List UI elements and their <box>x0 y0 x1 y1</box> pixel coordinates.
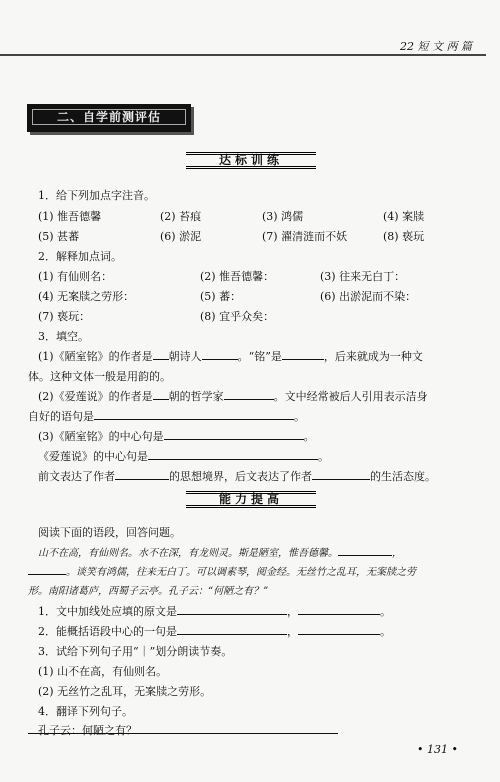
q1-item-8: (8) 亵玩 <box>383 230 425 243</box>
reading-q2: 2．能概括语段中心的一句是 ， 。 <box>38 625 391 638</box>
blank[interactable] <box>94 409 294 420</box>
q3-l1c: 。“铭”是 <box>237 350 282 363</box>
q3-title: 3．填空。 <box>38 330 89 343</box>
q3-line-5: (3)《陋室铭》的中心句是 。 <box>38 430 315 443</box>
reading-p1-text: 山不在高，有仙则名。水不在深，有龙则灵。斯是陋室，惟吾德馨。 <box>38 548 338 559</box>
blank[interactable] <box>312 469 370 480</box>
reading-intro: 阅读下面的语段，回答问题。 <box>38 526 181 539</box>
answer-line[interactable] <box>28 733 338 734</box>
q2-item-7: (7) 亵玩： <box>38 310 91 323</box>
blank[interactable] <box>28 564 66 575</box>
reading-q2-text: 2．能概括语段中心的一句是 <box>38 625 177 638</box>
blank[interactable] <box>115 469 169 480</box>
q3-line-3 <box>38 388 428 404</box>
q1-item-2: (2) 苔痕 <box>160 210 202 223</box>
reading-p3: 形。南阳诸葛庐，西蜀子云亭。孔子云：“何陋之有？” <box>28 586 269 597</box>
q2-item-1: (1) 有仙则名： <box>38 270 113 283</box>
q3-l1d: ，后来就成为一种文 <box>323 350 423 363</box>
q1-title: 1．给下列加点字注音。 <box>38 189 155 202</box>
section-banner-label: 二、自学前测评估 <box>32 109 186 125</box>
q2-item-4: (4) 无案牍之劳形： <box>38 290 135 303</box>
reading-q3: 3．试给下列句子用“｜”划分朗读节奏。 <box>38 645 233 658</box>
reading-p2 <box>28 563 416 578</box>
q2-item-6: (6) 出淤泥而不染： <box>320 290 417 303</box>
running-header: 22 短 文 两 篇 <box>400 40 472 53</box>
q2-item-2: (2) 惟吾德馨： <box>200 270 275 283</box>
q3-l1a: (1)《陋室铭》的作者是 <box>38 350 153 363</box>
blank[interactable] <box>338 545 392 556</box>
blank[interactable] <box>282 349 324 360</box>
reading-q1: 1．文中加线处应填的原文是 ， 。 <box>38 605 391 618</box>
reading-q1-text: 1．文中加线处应填的原文是 <box>38 605 177 618</box>
q2-item-8: (8) 宜乎众矣： <box>200 310 275 323</box>
q1-item-3: (3) 鸿儒 <box>262 210 304 223</box>
q1-item-1: (1) 惟吾德馨 <box>38 210 102 223</box>
blank[interactable] <box>202 349 238 360</box>
q3-line-6: 《爱莲说》的中心句是 。 <box>38 450 329 463</box>
q3-line-2: 体。这种文体一般是用韵的。 <box>28 370 171 383</box>
q3-l5: (3)《陋室铭》的中心句是 <box>38 430 164 443</box>
q3-l3a: (2)《爱莲说》的作者是 <box>38 390 153 403</box>
q3-line-7 <box>38 468 436 484</box>
box-title-training: 达标训练 <box>186 150 316 170</box>
q3-l6: 《爱莲说》的中心句是 <box>38 450 148 463</box>
q2-title: 2．解释加点词。 <box>38 250 122 263</box>
q3-l3c: 。文中经常被后人引用表示洁身 <box>273 390 428 403</box>
blank[interactable] <box>153 349 169 360</box>
blank[interactable] <box>164 429 304 440</box>
q3-l7c: 的生活态度。 <box>370 470 436 483</box>
reading-p2-text: 。谈笑有鸿儒，往来无白丁。可以调素琴，阅金经。无丝竹之乱耳，无案牍之劳 <box>66 567 416 578</box>
blank[interactable] <box>298 624 380 635</box>
q2-item-3: (3) 往来无白丁： <box>320 270 406 283</box>
q3-line-4: 自好的语句是 。 <box>28 410 305 423</box>
q3-l3b: 朝的哲学家 <box>168 390 224 403</box>
q3-line-1 <box>38 348 423 364</box>
blank[interactable] <box>177 604 287 615</box>
q1-item-6: (6) 淤泥 <box>160 230 202 243</box>
reading-p1: 山不在高，有仙则名。水不在深，有龙则灵。斯是陋室，惟吾德馨。 ， <box>38 544 402 559</box>
blank[interactable] <box>148 449 318 460</box>
blank[interactable] <box>153 389 169 400</box>
page-number: • 131 • <box>417 743 458 756</box>
reading-q4-item: 孔子云：何陋之有？ <box>38 724 137 737</box>
reading-q4: 4．翻译下列句子。 <box>38 705 133 718</box>
q1-item-7: (7) 濯清涟而不妖 <box>262 230 348 243</box>
reading-q3-item-2: (2) 无丝竹之乱耳，无案牍之劳形。 <box>38 685 212 698</box>
q1-item-4: (4) 案牍 <box>383 210 425 223</box>
q3-l4: 自好的语句是 <box>28 410 94 423</box>
q3-l7b: 的思想境界，后文表达了作者 <box>169 470 312 483</box>
q3-l7a: 前文表达了作者 <box>38 470 115 483</box>
section-banner <box>27 104 191 132</box>
q1-item-5: (5) 甚蕃 <box>38 230 80 243</box>
q3-l1b: 朝诗人 <box>168 350 202 363</box>
blank[interactable] <box>177 624 287 635</box>
box-title-ability: 能力提高 <box>186 489 316 509</box>
q2-item-5: (5) 蕃： <box>200 290 242 303</box>
blank[interactable] <box>224 389 274 400</box>
reading-q3-item-1: (1) 山不在高，有仙则名。 <box>38 665 168 678</box>
blank[interactable] <box>298 604 380 615</box>
